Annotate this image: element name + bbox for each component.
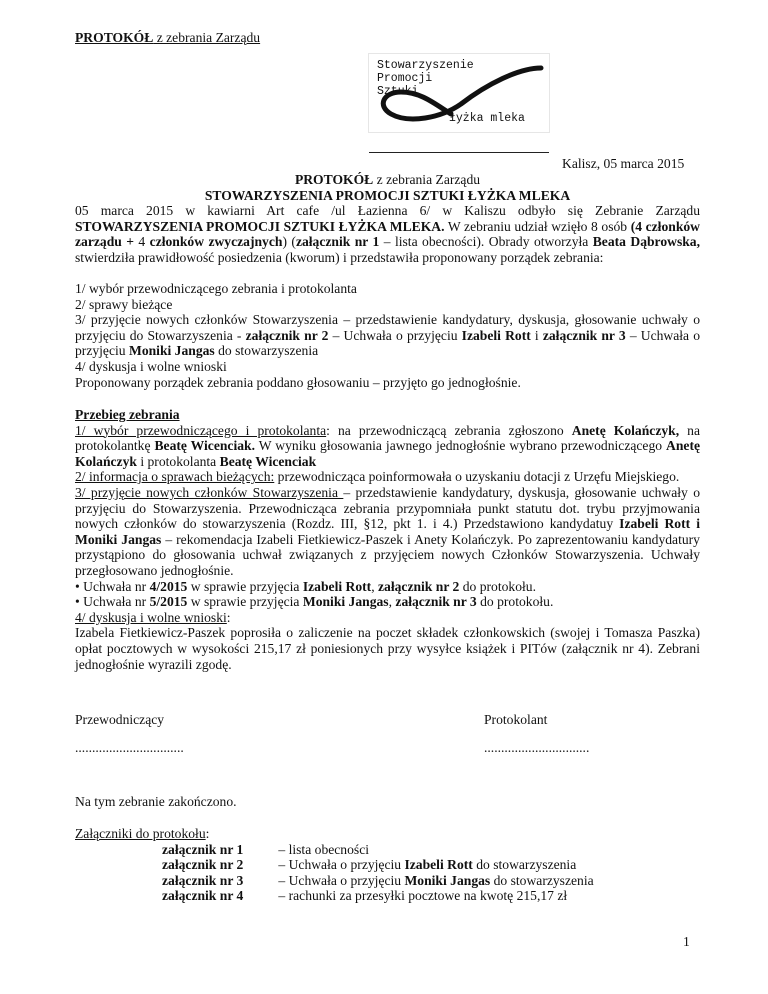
agenda-3-bold-4: Moniki Jangas (128, 343, 215, 359)
resolution-1-text-2: w sprawie przyjęcia (187, 578, 303, 594)
agenda-3-bold-3: załącznik nr 3 (542, 327, 626, 343)
intro-text-3: 4 (138, 234, 150, 250)
title-protocol-word: PROTOKÓŁ (294, 172, 374, 187)
resolution-2-text-2: w sprawie przyjęcia (187, 594, 303, 610)
point-3-text-1: – przedstawienie kandydatury, dyskusja, głosowanie uchwały o przyjęciu do Stowarzyszenia. Przewodnicząca zebrania przypomniała punkt statutu dot. trybu przyjmowania nowych członków do stowarzyszenia (Rozdz. III, §12, pkt 1. i 4.) Przedstawiono kandydatuy (75, 484, 700, 532)
agenda-3-text-2: – Uchwała o przyjęciu (328, 327, 462, 343)
intro-bold-1: STOWARZYSZENIA PROMOCJI SZTUKI ŁYŻKA MLEKA. (75, 218, 445, 234)
intro-text-1: 05 marca 2015 w kawiarni Art cafe /ul Łazienna 6/ w Kaliszu odbyło się Zebranie Zarządu (75, 203, 700, 218)
point-4-colon: : (226, 609, 231, 625)
resolution-2-attachment: załącznik nr 3 (395, 594, 477, 610)
point-3-bold-1: Izabeli Rott i Moniki Jangas (75, 516, 700, 547)
attachment-text: – lista obecności (275, 842, 370, 857)
attachment-text: – Uchwała o przyjęciu (275, 873, 405, 888)
proceedings-point-2 (75, 469, 700, 485)
attachment-item (162, 873, 594, 889)
proceedings-heading (75, 407, 700, 423)
attachment-text: – rachunki za przesyłki pocztowe na kwotę 215,17 zł (275, 888, 568, 903)
resolution-1-attachment: załącznik nr 2 (378, 578, 460, 594)
resolution-2-text-3: , (388, 594, 396, 610)
intro-bold-4: załącznik nr 1 (295, 234, 380, 250)
resolution-1-text-1: • Uchwała nr (75, 578, 150, 594)
header-protocol-rest: z zebrania Zarządu (153, 30, 261, 45)
point-1-bold-1: Anetę Kolańczyk, (571, 422, 680, 438)
attachment-text-end: do stowarzyszenia (490, 873, 594, 888)
point-1-text-1: : na przewodniczącą zebrania zgłoszono (326, 422, 572, 438)
resolution-2-text-4: do protokołu. (476, 594, 554, 610)
attachment-item (162, 842, 369, 858)
proceedings-point-3 (75, 485, 700, 579)
agenda-3-text-1: 3/ przyjęcie nowych członków Stowarzyszenia – przedstawienie kandydatury, dyskusja, głosowanie uchwały o przyjęciu do Stowarzyszenia - (75, 312, 700, 343)
point-1-bold-2: Beatę Wicenciak. (154, 438, 255, 454)
agenda-3-bold-1: załącznik nr 2 (245, 327, 329, 343)
proceedings-point-1 (75, 423, 700, 470)
attachment-label: załącznik nr 1 (162, 842, 244, 857)
resolution-1-number: 4/2015 (149, 578, 188, 594)
point-1-text-4: i protokolanta (136, 453, 220, 469)
intro-bold-2: (4 członków zarządu + (75, 218, 700, 250)
logo-line-3: Sztuki (377, 85, 419, 98)
point-1-bold-3: Anetę Kolańczyk (75, 438, 701, 469)
agenda-item-3 (75, 312, 700, 359)
chair-signature-dots: ................................ (75, 740, 184, 755)
resolution-1-text-3: , (371, 578, 378, 594)
attachments-heading (75, 826, 209, 842)
closing-statement: Na tym zebranie zakończono. (75, 794, 237, 809)
resolution-1-text-4: do protokołu. (459, 578, 536, 594)
point-1-bold-4: Beatę Wicenciak (219, 453, 317, 469)
intro-paragraph (75, 203, 700, 265)
resolution-2-text-1: • Uchwała nr (75, 594, 150, 610)
title-line-1 (75, 172, 700, 188)
title-protocol-rest: z zebrania Zarządu (373, 172, 481, 187)
agenda-3-bold-2: Izabeli Rott (461, 327, 531, 343)
secretary-signature-dots: ............................... (484, 740, 590, 755)
agenda-item-1: 1/ wybór przewodniczącego zebrania i protokolanta (75, 281, 357, 296)
header-line (75, 30, 260, 46)
proceedings-point-4-title (75, 610, 700, 626)
logo-underline (369, 152, 549, 153)
attachment-person: Izabeli Rott (404, 857, 473, 872)
attachment-label: załącznik nr 3 (162, 873, 244, 888)
intro-text-5: – lista obecności). Obrady otworzyła (379, 234, 593, 250)
attachment-label: załącznik nr 2 (162, 857, 244, 872)
agenda-vote: Proponowany porządek zebrania poddano głosowaniu – przyjęto go jednogłośnie. (75, 374, 521, 390)
agenda-item-2: 2/ sprawy bieżące (75, 296, 173, 312)
resolution-2-number: 5/2015 (149, 594, 188, 610)
header-protocol-word: PROTOKÓŁ (75, 30, 154, 45)
point-1-text-3: W wyniku głosowania jawnego jednogłośnie wybrano przewodniczącego (255, 438, 667, 454)
intro-bold-3: członków zwyczajnych (149, 234, 283, 250)
attachment-text: – Uchwała o przyjęciu (275, 857, 405, 872)
attachments-colon: : (205, 826, 210, 841)
title-association-name: STOWARZYSZENIA PROMOCJI SZTUKI ŁYŻKA MLEKA (204, 187, 571, 203)
point-2-title: 2/ informacja o sprawach bieżących: (75, 469, 275, 485)
association-logo (368, 53, 550, 133)
place-date: Kalisz, 05 marca 2015 (562, 156, 685, 171)
logo-line-4: łyżka mleka (449, 112, 525, 125)
title-line-2 (75, 188, 700, 204)
intro-text-2: W zebraniu udział wzięło 8 osób (444, 218, 631, 234)
agenda-3-text-4: – Uchwała o przyjęciu (75, 327, 701, 359)
resolution-1-person: Izabeli Rott (302, 578, 372, 594)
attachment-item (162, 888, 567, 904)
point-4-title: 4/ dyskusja i wolne wnioski (75, 609, 227, 625)
point-3-text-2: – rekomendacja Izabeli Fietkiewicz-Paszek i Anety Kolańczyk. Po zaprezentowaniu kandydatury przystąpiono do głosowania uchwał związanych z przyjęciem nowych Członków Stowarzyszenia. Uchwały przegłosowano jednogłośnie. (75, 531, 700, 578)
logo-line-1: Stowarzyszenie (377, 59, 474, 72)
intro-bold-5: Beata Dąbrowska, (592, 234, 701, 250)
agenda-3-text-3: i (530, 327, 543, 343)
proceedings (75, 407, 700, 672)
logo-line-2: Promocji (377, 72, 433, 85)
document-title (75, 172, 700, 203)
agenda-3-text-5: do stowarzyszenia (214, 343, 319, 359)
point-1-title: 1/ wybór przewodniczącego i protokolanta (75, 422, 327, 438)
resolution-2-person: Moniki Jangas (302, 594, 389, 610)
attachment-person: Moniki Jangas (404, 873, 491, 888)
proceedings-heading-text: Przebieg zebrania (75, 407, 180, 422)
point-2-text: przewodnicząca poinformowała o uzyskaniu dotacji z Urzęfu Miejskiego. (274, 469, 680, 485)
intro-text-6: stwierdziła prawidłowość posiedzenia (kworum) i przedstawiła proponowany porządek zebrania: (75, 249, 604, 265)
agenda-item-4: 4/ dyskusja i wolne wnioski (75, 358, 227, 374)
attachment-label: załącznik nr 4 (162, 888, 244, 903)
resolution-2 (75, 594, 700, 610)
attachment-text-end: do stowarzyszenia (472, 857, 577, 872)
secretary-label: Protokolant (484, 712, 548, 727)
chair-label: Przewodniczący (75, 712, 165, 727)
attachment-item (162, 857, 576, 873)
intro-text-4: ) ( (282, 234, 296, 250)
page-number: 1 (683, 934, 690, 949)
proceedings-point-4-text: Izabela Fietkiewicz-Paszek poprosiła o zaliczenie na poczet składek członkowskich (swojej i Tomasza Paszka) opłat pocztowych w wysokości 215,17 zł poniesionych przy wysyłce książek i PITów (załącznik nr 4). Zebrani jednogłośnie wyrazili zgodę. (75, 625, 700, 672)
point-1-text-2: na protokolantkę (75, 422, 700, 454)
agenda (75, 281, 700, 390)
attachments-heading-text: Załączniki do protokołu (75, 826, 206, 841)
point-3-title: 3/ przyjęcie nowych członków Stowarzyszenia (75, 484, 344, 500)
resolution-1 (75, 579, 700, 595)
